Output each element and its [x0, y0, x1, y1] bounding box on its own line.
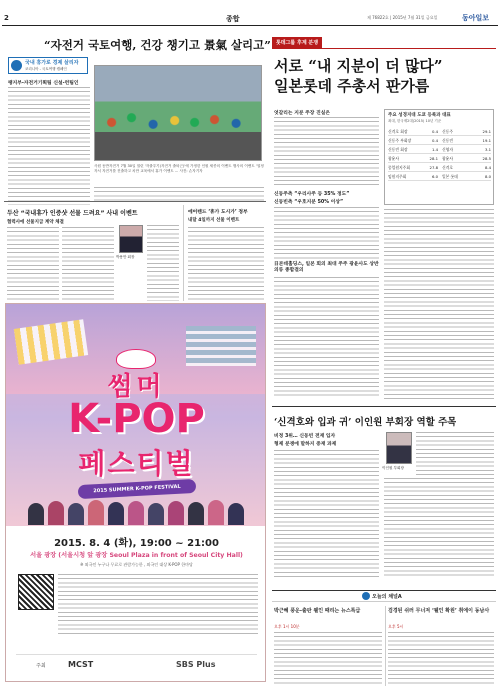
body-col1-c [274, 277, 379, 399]
table-cell: 임원지주회 [388, 174, 407, 179]
newspaper-logo: 동아일보 [462, 13, 490, 22]
table-cell: 28.5 [482, 156, 491, 161]
table-cell: 광윤사 [388, 156, 400, 161]
sponsor-sbs-logo: SBS Plus [176, 660, 216, 669]
table-cell: 신동빈 회장 [388, 147, 408, 152]
doosan-headline: 두산 “국내휴가 인증샷 선물 드려요” 사내 이벤트 [7, 210, 138, 217]
program-right-body [388, 632, 494, 684]
table-cell: 신영자 [442, 147, 454, 152]
campaign-badge [8, 57, 88, 74]
table-cell: 종업원지주회 [388, 165, 411, 170]
body-col1-a [274, 117, 379, 187]
doosan-body-col3 [147, 225, 179, 301]
table-cell: 8.0 [484, 174, 491, 179]
poster-title-kpop: K-POP [68, 396, 205, 442]
subhead-1: 엇갈리는 지분 주장 진실은 [274, 111, 330, 116]
table-row [388, 127, 491, 136]
event-venue: 서울 광장 (서울시청 앞 광장 Seoul Plaza in front of Seoul City Hall) [30, 552, 243, 559]
doosan-body-col1 [7, 227, 59, 301]
subhead-3: 신동빈측 “우호지분 50% 이상” [274, 200, 344, 205]
table-row [388, 145, 491, 154]
photo-caption: 사원 동반자전거 7월 30일 열린 '자출우기(자전거 출퇴근)'에 가정한 인원 세종의 이벤트 행사의 이벤트 '열정 자서 자전거를 진출하고 차만 교육에서 휴가 이벤트 ... 사진: 손자기자 [94, 164, 264, 173]
portrait-photo [386, 432, 412, 464]
poster-badge: 2015 SUMMER K-POP FESTIVAL [78, 479, 197, 499]
channel-label: 오늘의 채널A [372, 594, 402, 600]
performer-4 [88, 500, 104, 525]
table-row [388, 136, 491, 145]
right-top-article [270, 27, 498, 405]
table-cell: 광윤사 [442, 156, 454, 161]
subhead-1: 비정 3위… 신동빈 전재 입자 [274, 434, 336, 439]
page-number: 2 [4, 14, 9, 22]
body-col2 [384, 209, 494, 399]
channel-a-icon [362, 592, 370, 600]
table-row [388, 163, 491, 172]
performer-7 [148, 503, 164, 525]
table-cell: 29.1 [482, 129, 491, 134]
table-cell: 28.1 [429, 156, 438, 161]
body-col1 [274, 450, 379, 578]
table-cell: 신격호 [442, 165, 454, 170]
airline-headline: 에어텐드 ‘휴가 도시가’ 정부 [188, 210, 248, 215]
performer-11 [228, 503, 244, 525]
issue-info: 제 76822호 | 2015년 7월 31일 금요일 [367, 15, 438, 20]
campaign-title: 국내 휴가로 경제 살리자 [25, 60, 79, 66]
poster-title-summer: 썸머 [107, 372, 166, 402]
table-row [388, 154, 491, 163]
body-text-col1 [8, 87, 90, 205]
poster-title-festival: 페스티벌 [78, 447, 195, 480]
section-tag: 롯데그룹 후계 분쟁 [272, 37, 322, 49]
section-rule [4, 201, 266, 202]
program-left-headline: 박근혜 풍운-출판 웰인 때리는 뉴스특급 [274, 608, 361, 614]
headline-line2: 일본롯데 주총서 판가름 [274, 77, 430, 95]
doosan-body-col2 [62, 227, 114, 301]
left-mid-articles [2, 203, 267, 303]
subhead-4: 日본데홀딩스, 일본 회의 최대 주주 광윤사도 상반 의류 종합결의 [274, 262, 379, 273]
table-cell: 신동빈 [442, 138, 454, 143]
body-col2 [384, 478, 494, 578]
airline-subhead: 내달 4일까지 선물 이벤트 [188, 218, 240, 223]
performer-3 [68, 503, 84, 525]
poster-graphic [186, 326, 256, 366]
table-cell: 신격호 회장 [388, 129, 408, 134]
program-left-body [274, 632, 382, 684]
sponsor-mcst-logo: MCST [68, 660, 94, 669]
table-cell: 0.4 [431, 129, 438, 134]
airline-body [188, 227, 264, 301]
section-name: 종합 [226, 15, 240, 23]
campaign-icon [11, 60, 22, 71]
right-mid-article [270, 408, 498, 588]
poster-performers [28, 499, 244, 525]
column-divider [183, 205, 184, 301]
performer-1 [28, 503, 44, 525]
page-header [0, 0, 500, 30]
campaign-sub: 코리니아 - 국토여행 캠페인 [25, 67, 67, 71]
performer-5 [108, 502, 124, 525]
portrait-photo [119, 225, 143, 253]
program-right-time: 오후 5시 [388, 624, 404, 629]
table-body [388, 127, 491, 181]
table-cell: 27.8 [429, 165, 438, 170]
doosan-subhead: 협력사에 선물지급 계약 체결 [7, 220, 64, 225]
cycling-event-photo [94, 65, 262, 161]
performer-2 [48, 501, 64, 525]
performer-8 [168, 501, 184, 525]
headline: “자전거 국토여행, 건강 챙기고 景氣 살리고” [44, 38, 271, 52]
event-date: 2015. 8. 4 (화), 19:00 ~ 21:00 [54, 538, 219, 549]
subhead-2: 형제 분쟁에 말하지 중재 과제 [274, 442, 337, 447]
event-note: ※ 외국인 누구나 무료로 관람가능한 , 외국인 대상 K-POP 한마당 [80, 562, 193, 567]
table-cell: 3.1 [484, 147, 491, 152]
program-left-time: 오후 1시 10분 [274, 624, 300, 629]
table-cell: 신동주 [442, 129, 454, 134]
performer-9 [188, 502, 204, 525]
program-right-headline: 검경된 쉬러 무너져 ‘웰인 확원’ 취에이 동남사 [388, 608, 490, 614]
table-cell: 신동주 부회장 [388, 138, 412, 143]
table-row [388, 172, 491, 181]
table-cell: 0.4 [431, 138, 438, 143]
bottom-programs [4, 600, 496, 688]
table-cell: 8.4 [484, 165, 491, 170]
table-cell: 19.1 [482, 138, 491, 143]
performer-10 [208, 500, 224, 525]
table-cell: 6.0 [431, 174, 438, 179]
table-cell: 1.4 [431, 147, 438, 152]
right-section-rule [272, 406, 496, 407]
body-col2-top [416, 432, 494, 476]
sponsor-label: 주최 [36, 663, 46, 669]
header-rule [2, 25, 498, 26]
headline-line1: 서로 “내 지분이 더 많다” [274, 57, 443, 75]
shareholder-table [384, 109, 494, 205]
subhead-2: 신동주측 “우리사주 등 35% 정도” [274, 192, 350, 197]
table-cell: 일본 롯데 [442, 174, 458, 179]
headline: ‘신격호와 입과 귀’ 이인원 부회장 역할 주목 [274, 417, 457, 428]
body-col1-b [274, 207, 379, 259]
program-divider [385, 606, 386, 686]
section-tag-bar [272, 37, 496, 49]
table-subtitle: 최대, 한국제2대(2015) 10년 기준 [388, 119, 442, 123]
performer-6 [128, 501, 144, 525]
table-title: 주요 성경지대 도쿄 등록과 대표 [388, 113, 451, 118]
portrait-caption: 이인원 부회장 [382, 466, 404, 470]
portrait-caption: 박용만 회장 [116, 255, 135, 259]
subhead: 팽지부-자전거기획팀 신설-런팀인 [8, 81, 79, 86]
